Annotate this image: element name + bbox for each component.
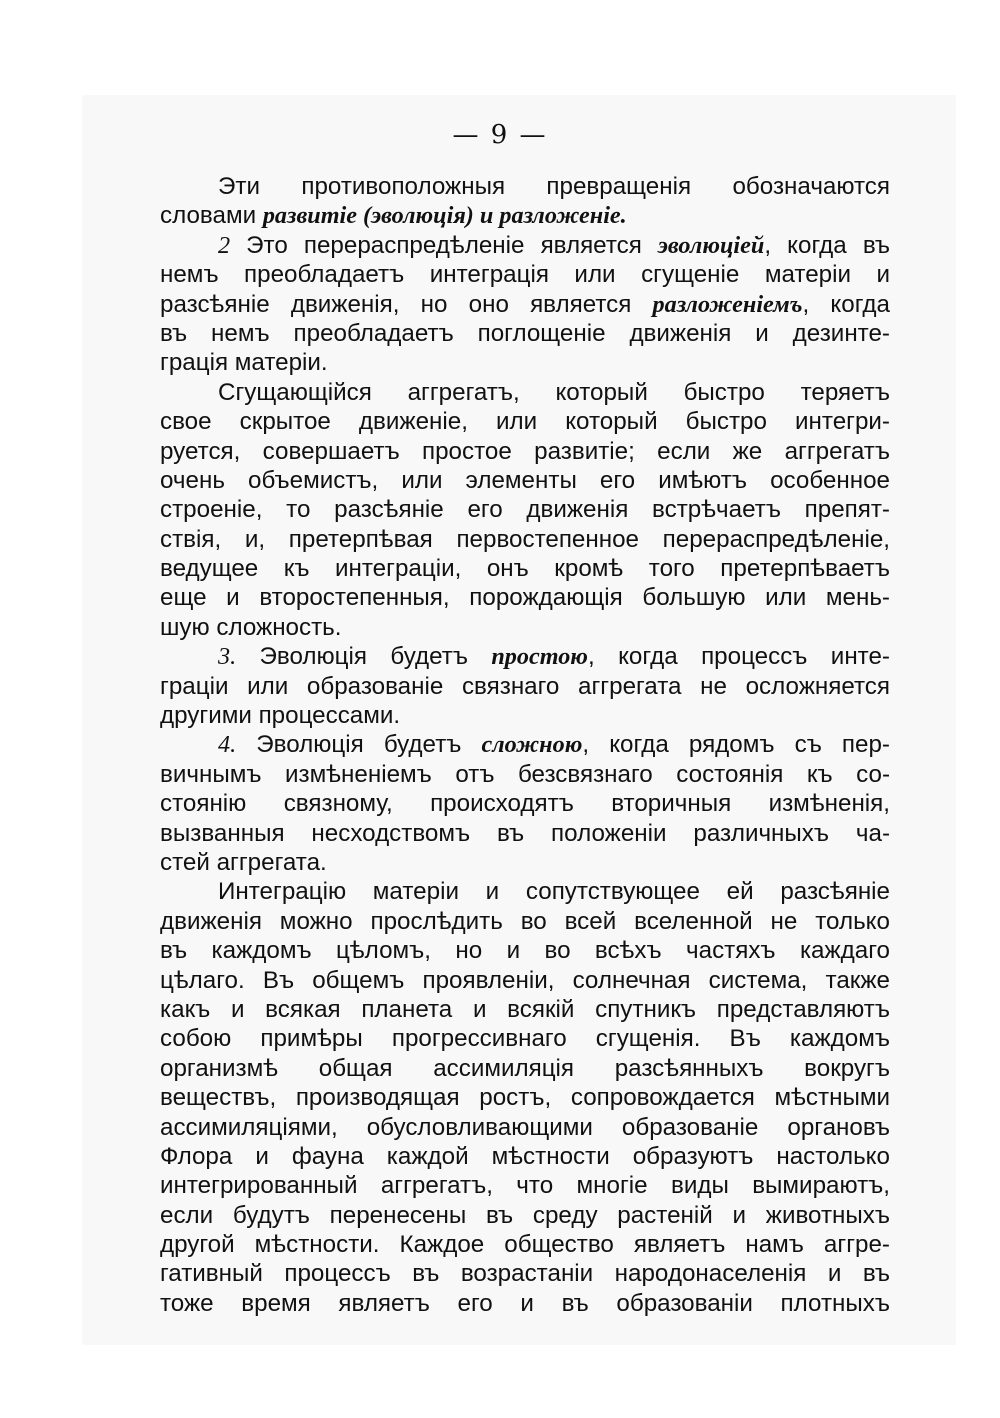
emphasized-term: простою [491, 643, 588, 671]
text-line: Флора и фауна каждой мѣстности образуютъ настолько [160, 1142, 890, 1170]
text-line: строеніе, то разсѣяніе его движенія встрѣчаетъ препят- [160, 496, 890, 524]
text-line: граціи или образованіе связнаго аггрегата не осложняется [160, 672, 890, 700]
text-line: Эти противоположныя превращенія обозначаются [218, 173, 890, 200]
text-run: , когда рядомъ съ пер- [582, 731, 890, 759]
text-line: руется, совершаетъ простое развитіе; если же аггрегатъ [160, 437, 890, 465]
text-line: стоянію связному, происходятъ вторичныя измѣненія, [160, 790, 890, 818]
text-line: шую сложность. [160, 613, 342, 641]
text-line: движенія можно прослѣдить во всей вселенной не только [160, 907, 890, 935]
section-number: 3. [218, 643, 237, 671]
text-line: цѣлаго. Въ общемъ проявленіи, солнечная система, также [160, 966, 890, 994]
text-line: веществъ, производящая ростъ, сопровождается мѣстными [160, 1084, 890, 1112]
text-line: вызванныя несходствомъ въ положеніи различныхъ ча- [160, 819, 890, 847]
text-line: въ каждомъ цѣломъ, но и во всѣхъ частяхъ каждаго [160, 937, 890, 965]
text-line: въ немъ преобладаетъ поглощеніе движенія и дезинте- [160, 319, 890, 347]
text-line: ствія, и, претерпѣвая первостепенное перераспредѣленіе, [160, 525, 890, 553]
text-line: собою примѣры прогрессивнаго сгущенія. Въ каждомъ [160, 1025, 890, 1053]
text-run: Эволюція будетъ [236, 731, 482, 759]
text-line: ведущее къ интеграціи, онъ кромѣ того претерпѣваетъ [160, 555, 890, 583]
text-run: разсѣяніе движенія, но оно является [160, 290, 653, 318]
section-number: 2 [218, 231, 231, 259]
text-line [160, 201, 890, 230]
text-run: Это перераспредѣленіе является [230, 231, 658, 259]
text-line: гативный процессъ въ возрастаніи народонаселенія и въ [160, 1260, 890, 1288]
page-number: — 9 — [452, 120, 548, 150]
section-number: 4. [218, 731, 237, 759]
body-text [160, 172, 890, 1318]
text-line: вичнымъ измѣненіемъ отъ безсвязнаго состоянія къ со- [160, 760, 890, 788]
emphasized-term: сложною [481, 731, 583, 759]
text-line: стей аггрегата. [160, 848, 327, 876]
text-line: очень объемистъ, или элементы его имѣютъ особенное [160, 466, 890, 494]
text-run: Эволюція будетъ [236, 643, 492, 671]
text-line: грація матеріи. [160, 349, 328, 377]
text-line: другими процессами. [160, 702, 401, 730]
text-line: если будутъ перенесены въ среду растеній и животныхъ [160, 1201, 890, 1229]
text-line: какъ и всякая планета и всякій спутникъ представляютъ [160, 995, 890, 1023]
emphasized-term: эволюціей [657, 231, 765, 259]
text-line [160, 290, 890, 319]
emphasized-term: развитіе (эволюція) и разложеніе. [262, 202, 627, 230]
text-line: еще и второстепенныя, порождающія большую или мень- [160, 584, 890, 612]
text-line: немъ преобладаетъ интеграція или сгущеніе матеріи и [160, 261, 890, 289]
text-line [160, 642, 890, 671]
text-line: интегрированный аггрегатъ, что многіе виды вымираютъ, [160, 1172, 890, 1200]
text-line [160, 231, 890, 260]
text-line: организмѣ общая ассимиляція разсѣянныхъ вокругъ [160, 1054, 890, 1082]
text-line: тоже время являетъ его и въ образованіи плотныхъ [160, 1289, 890, 1317]
text-line: Интеграцію матеріи и сопутствующее ей разсѣяніе [218, 878, 890, 906]
text-line: ассимиляціями, обусловливающими образованіе органовъ [160, 1113, 890, 1141]
text-run: , когда въ [764, 231, 890, 259]
text-line: другой мѣстности. Каждое общество являетъ намъ аггре- [160, 1231, 890, 1259]
text-run: , когда процессъ инте- [587, 643, 890, 671]
text-run: словами [160, 202, 263, 230]
text-line [160, 730, 890, 759]
emphasized-term: разложеніемъ [652, 290, 803, 318]
text-line: Сгущающійся аггрегатъ, который быстро теряетъ [218, 378, 890, 406]
text-line: свое скрытое движеніе, или который быстро интегри- [160, 408, 890, 436]
text-run: , когда [802, 290, 890, 318]
